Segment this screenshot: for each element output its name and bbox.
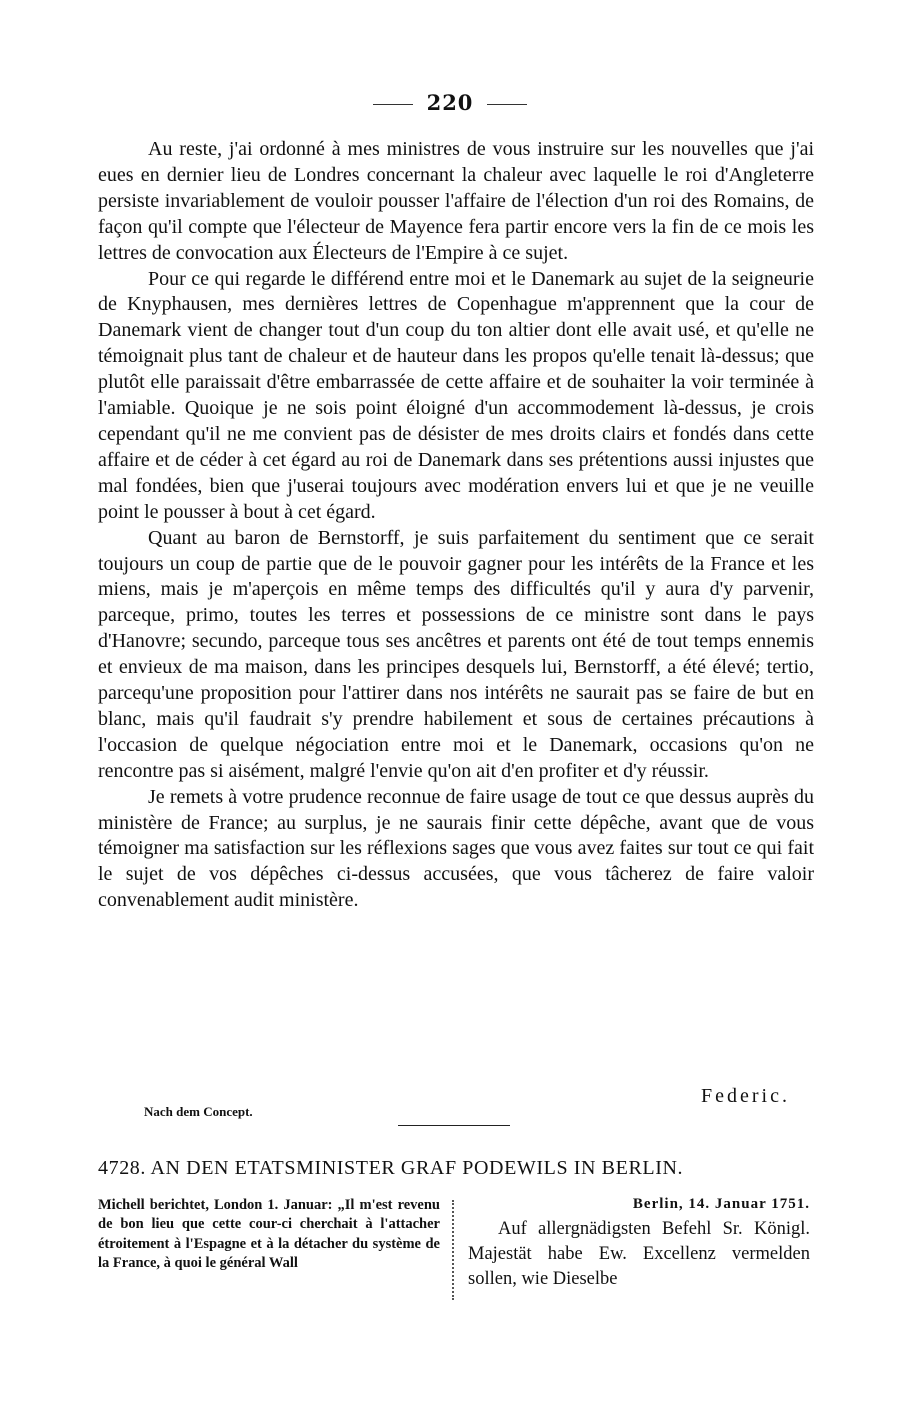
divider: [373, 104, 413, 105]
letter-heading: 4728. AN DEN ETATSMINISTER GRAF PODEWILS IN BERLIN.: [98, 1157, 684, 1179]
section-rule: [398, 1125, 510, 1126]
paragraph: Au reste, j'ai ordonné à mes ministres de vous instruire sur les nouvelles que j'ai eues en dernier lieu de Londres concernant la chaleur avec laquelle le roi d'Angleterre persiste invariablement de vouloir pousser l'affaire de l'élection d'un roi des Romains, de façon qu'il compte que l'électeur de Mayence fera partir encore vers la fin de ce mois les lettres de convocation aux Électeurs de l'Empire à ce sujet.: [98, 138, 814, 264]
footnote-column: Michell berichtet, London 1. Januar: „Il m'est revenu de bon lieu que cette cour-ci cherchait à l'attacher étroitement à l'Espagne et à la détacher du système de la France, à quoi le général Wall: [98, 1197, 440, 1271]
source-note: Nach dem Concept.: [144, 1104, 253, 1119]
divider: [487, 104, 527, 105]
letter-body: [98, 137, 814, 914]
page-number-text: 220: [426, 90, 474, 115]
main-column-text: Auf allergnädigsten Befehl Sr. Königl. Majestät habe Ew. Excellenz vermelden sollen, wie Dieselbe: [468, 1219, 810, 1289]
paragraph: Pour ce qui regarde le différend entre moi et le Danemark au sujet de la seigneurie de Knyphausen, mes dernières lettres de Copenhague m'apprennent que la cour de Danemark vient de changer tout d'un coup du ton altier dont elle avait usé, et qu'elle ne témoignait plus tant de chaleur et de hauteur dans les propos qu'elle tenait là-dessus; que plutôt elle paraissait d'être embarrassée de cette affaire et de souhaiter la voir terminée à l'amiable. Quoique je ne sois point éloigné d'un accommodement là-dessus, je crois cependant qu'il ne me convient pas de désister de mes droits clairs et fondés dans cette affaire et de céder à cet égard au roi de Danemark dans ses prétentions aussi injustes que mal fondées, bien que j'userai toujours avec modération envers lui et que je ne veuille point le pousser à bout à cet égard.: [98, 267, 814, 523]
letter-closing: [98, 1085, 814, 1119]
main-column: [468, 1196, 810, 1292]
page-number: [0, 90, 900, 115]
signature: Federic.: [701, 1085, 790, 1107]
dateline: Berlin, 14. Januar 1751.: [632, 1196, 810, 1212]
paragraph: Quant au baron de Bernstorff, je suis parfaitement du sentiment que ce serait toujours un coup de partie que de le pouvoir gagner pour les intérêts de la France et les miens, mais je m'aperçois en même temps des difficultés qu'il y aura d'y parvenir, parceque, primo, toutes les terres et possessions de ce ministre sont dans le pays d'Hanovre; secundo, parceque tous ses ancêtres et parents ont été de tout temps ennemis et envieux de ma maison, dans les principes desquels lui, Bernstorff, a été élevé; tertio, parcequ'une proposition pour l'attirer dans nos intérêts ne saurait pas se faire de but en blanc, mais qu'il faudrait s'y prendre habilement et sous de certaines précautions à l'occasion de quelque négociation entre moi et le Danemark, occasions qu'on ne rencontre pas si aisément, malgré l'envie qu'on ait d'en profiter et d'y réussir.: [98, 526, 814, 782]
column-divider: [452, 1200, 454, 1300]
paragraph: Je remets à votre prudence reconnue de faire usage de tout ce que dessus auprès du ministère de France; au surplus, je ne saurais finir cette dépêche, avant que de vous témoigner ma satisfaction sur les réflexions sages que vous avez faites sur tout ce qui fait le sujet de vos dépêches ci-dessus accusées, que vous tâcherez de faire valoir convenablement audit ministère.: [98, 785, 814, 912]
